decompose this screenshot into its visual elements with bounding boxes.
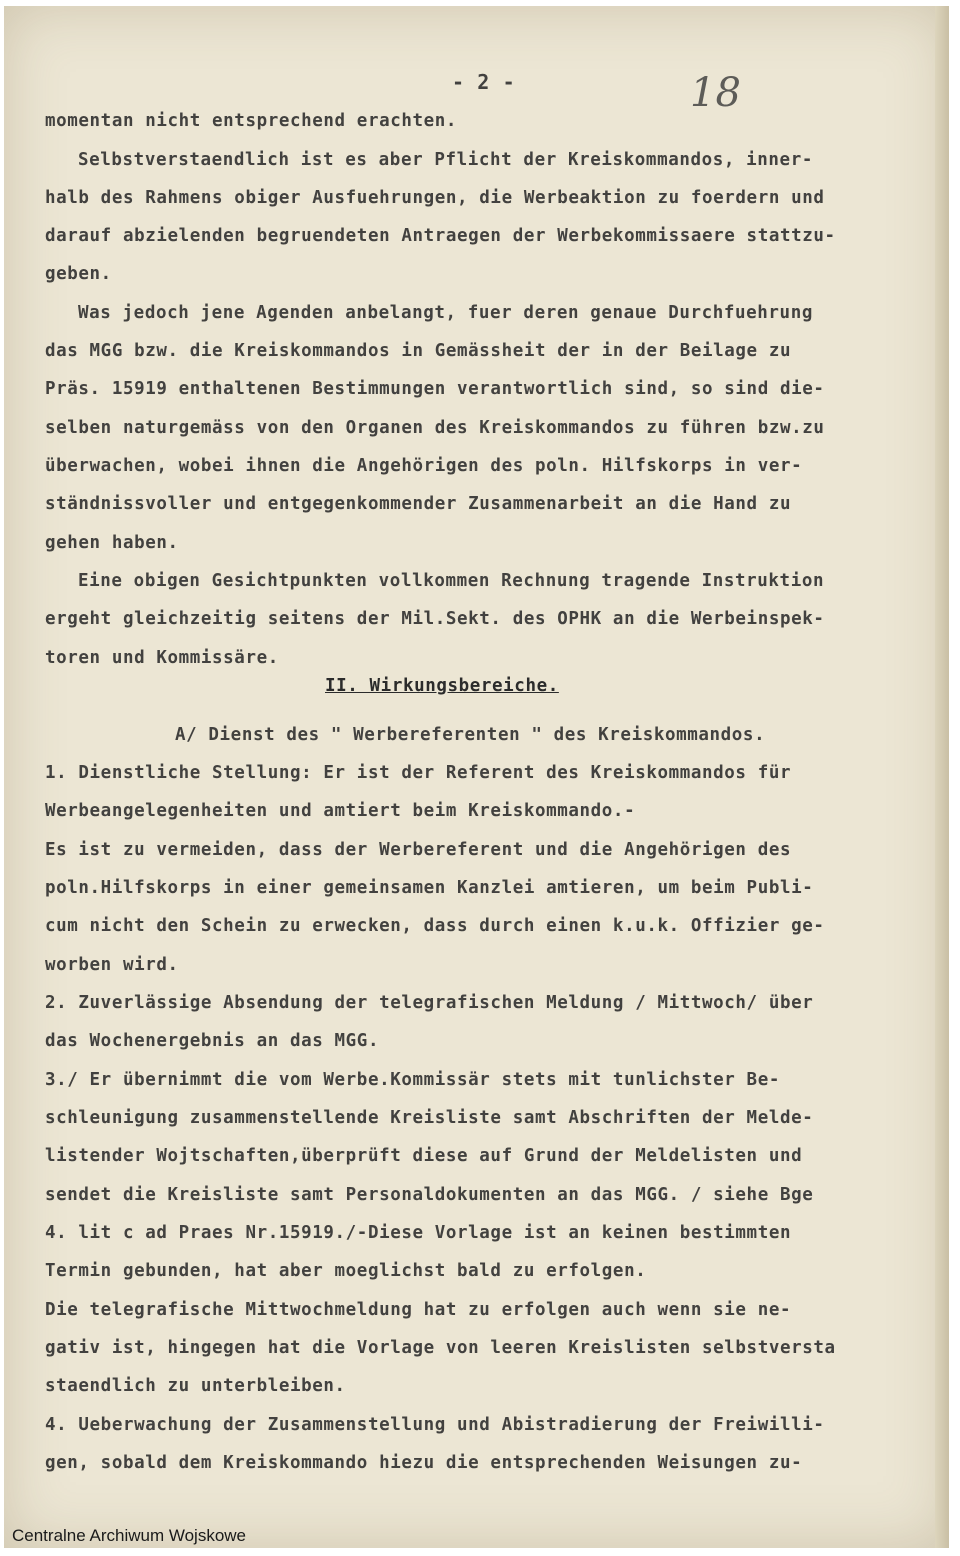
text-line: darauf abzielenden begruendeten Antraegen der Werbekommissaere stattzu- xyxy=(45,226,836,246)
page-number: - 2 - xyxy=(452,70,516,94)
text-line: toren und Kommissäre. xyxy=(45,648,279,668)
text-line: A/ Dienst des " Werbereferenten " des Kreiskommandos. xyxy=(175,725,766,745)
text-line: 2. Zuverlässige Absendung der telegrafischen Meldung / Mittwoch/ über xyxy=(45,993,814,1013)
text-line: poln.Hilfskorps in einer gemeinsamen Kanzlei amtieren, um beim Publi- xyxy=(45,878,814,898)
text-line: 1. Dienstliche Stellung: Er ist der Referent des Kreiskommandos für xyxy=(45,763,792,783)
text-line: Termin gebunden, hat aber moeglichst bald zu erfolgen. xyxy=(45,1261,647,1281)
text-line: Eine obigen Gesichtpunkten vollkommen Rechnung tragende Instruktion xyxy=(78,571,825,591)
text-line: überwachen, wobei ihnen die Angehörigen des poln. Hilfskorps in ver- xyxy=(45,456,803,476)
text-line: 4. Ueberwachung der Zusammenstellung und Abistradierung der Freiwilli- xyxy=(45,1415,825,1435)
archive-caption: Centralne Archiwum Wojskowe xyxy=(12,1526,246,1545)
text-line: cum nicht den Schein zu erwecken, dass durch einen k.u.k. Offizier ge- xyxy=(45,916,825,936)
text-line: listender Wojtschaften,überprüft diese auf Grund der Meldelisten und xyxy=(45,1146,803,1166)
text-line: 4. lit c ad Praes Nr.15919./-Diese Vorlage ist an keinen bestimmten xyxy=(45,1223,792,1243)
page-edge xyxy=(935,6,949,1548)
text-line: Es ist zu vermeiden, dass der Werbereferent und die Angehörigen des xyxy=(45,840,792,860)
text-line: Präs. 15919 enthaltenen Bestimmungen verantwortlich sind, so sind die- xyxy=(45,379,825,399)
text-line: Werbeangelegenheiten und amtiert beim Kreiskommando.- xyxy=(45,801,636,821)
text-line: gehen haben. xyxy=(45,533,179,553)
text-line: Selbstverstaendlich ist es aber Pflicht der Kreiskommandos, inner- xyxy=(78,150,813,170)
text-line: geben. xyxy=(45,264,112,284)
handwritten-page-number: 18 xyxy=(690,70,741,116)
text-line: sendet die Kreisliste samt Personaldokumenten an das MGG. / siehe Bge xyxy=(45,1185,814,1205)
text-line: schleunigung zusammenstellende Kreisliste samt Abschriften der Melde- xyxy=(45,1108,814,1128)
text-line: selben naturgemäss von den Organen des Kreiskommandos zu führen bzw.zu xyxy=(45,418,825,438)
text-line: Was jedoch jene Agenden anbelangt, fuer deren genaue Durchfuehrung xyxy=(78,303,813,323)
text-line: das MGG bzw. die Kreiskommandos in Gemässheit der in der Beilage zu xyxy=(45,341,792,361)
text-line: halb des Rahmens obiger Ausfuehrungen, die Werbeaktion zu foerdern und xyxy=(45,188,825,208)
text-line: Die telegrafische Mittwochmeldung hat zu erfolgen auch wenn sie ne- xyxy=(45,1300,792,1320)
text-line: gativ ist, hingegen hat die Vorlage von leeren Kreislisten selbstversta xyxy=(45,1338,836,1358)
text-line: gen, sobald dem Kreiskommando hiezu die entsprechenden Weisungen zu- xyxy=(45,1453,803,1473)
text-line: 3./ Er übernimmt die vom Werbe.Kommissär stets mit tunlichster Be- xyxy=(45,1070,780,1090)
section-heading: II. Wirkungsbereiche. xyxy=(325,676,559,696)
text-line: worben wird. xyxy=(45,955,179,975)
text-line: ständnissvoller und entgegenkommender Zusammenarbeit an die Hand zu xyxy=(45,494,792,514)
text-line: staendlich zu unterbleiben. xyxy=(45,1376,346,1396)
text-line: das Wochenergebnis an das MGG. xyxy=(45,1031,380,1051)
text-line: momentan nicht entsprechend erachten. xyxy=(45,111,458,131)
text-line: ergeht gleichzeitig seitens der Mil.Sekt. des OPHK an die Werbeinspek- xyxy=(45,609,825,629)
